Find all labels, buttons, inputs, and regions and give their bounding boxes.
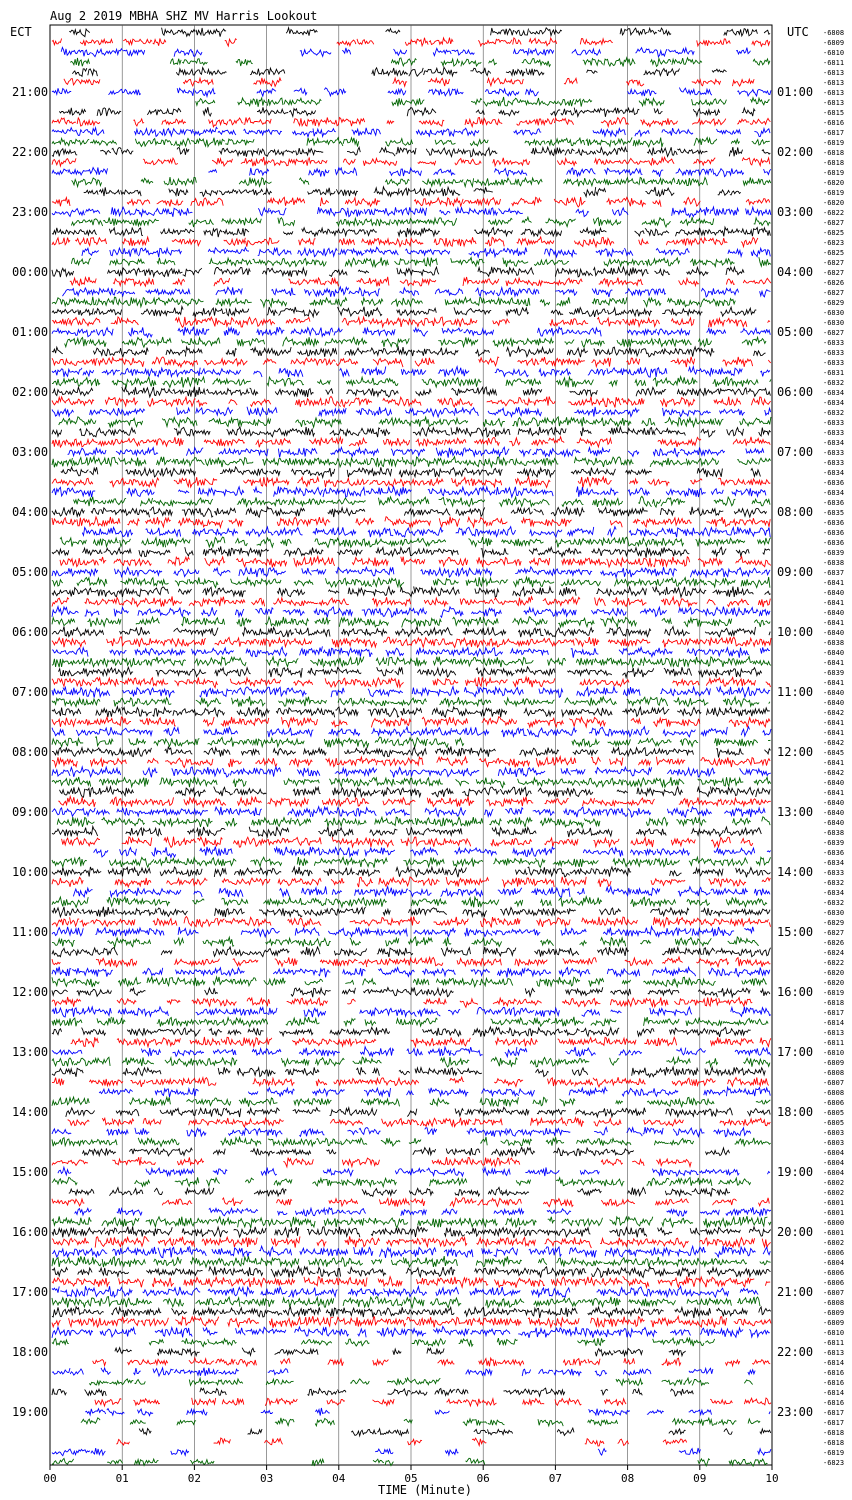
trace-mean-label: -6810 [823,1329,845,1337]
trace-line [52,1227,771,1238]
trace-mean-label: -6833 [823,449,845,457]
x-tick-label: 04 [332,1472,346,1485]
utc-hour-label: 06:00 [777,385,814,399]
utc-hour-label: 20:00 [777,1225,814,1239]
trace-mean-label: -6808 [823,29,845,37]
trace-mean-label: -6820 [823,199,845,207]
ect-hour-label: 05:00 [12,565,49,579]
ect-hour-label: 14:00 [12,1105,49,1119]
trace-mean-label: -6801 [823,1199,845,1207]
trace-mean-label: -6827 [823,289,845,297]
utc-hour-label: 04:00 [777,265,814,279]
trace-mean-label: -6818 [823,999,845,1007]
trace-line [58,1167,770,1176]
trace-mean-label: -6836 [823,849,845,857]
trace-line [52,237,758,247]
trace-line [52,637,771,648]
utc-hour-label: 16:00 [777,985,814,999]
trace-line [52,777,771,788]
trace-mean-label: -6817 [823,1409,845,1417]
trace-mean-label: -6836 [823,539,845,547]
x-tick-label: 09 [693,1472,707,1485]
trace-mean-label: -6818 [823,1439,845,1447]
trace-mean-label: -6833 [823,339,845,347]
trace-mean-label: -6832 [823,409,845,417]
ect-hour-label: 00:00 [12,265,49,279]
trace-mean-label: -6813 [823,69,845,77]
trace-mean-label: -6838 [823,829,845,837]
utc-hour-label: 11:00 [777,685,814,699]
ect-hour-label: 12:00 [12,985,49,999]
trace-mean-label: -6804 [823,1149,845,1157]
utc-hour-label: 08:00 [777,505,814,519]
trace-line [52,1338,715,1346]
x-tick-label: 10 [765,1472,779,1485]
trace-line [52,1127,751,1137]
trace-mean-label: -6833 [823,459,845,467]
trace-mean-label: -6836 [823,479,845,487]
trace-line [52,977,767,987]
trace-mean-label: -6837 [823,569,845,577]
trace-mean-label: -6809 [823,39,845,47]
trace-mean-label: -6840 [823,819,845,827]
trace-mean-label: -6823 [823,1459,845,1467]
trace-mean-label: -6829 [823,919,845,927]
trace-mean-label: -6842 [823,739,845,747]
trace-mean-label: -6834 [823,889,845,897]
trace-mean-label: -6834 [823,439,845,447]
trace-line [52,1368,755,1376]
trace-mean-label: -6836 [823,499,845,507]
trace-mean-label: -6807 [823,1289,845,1297]
trace-mean-label: -6825 [823,249,845,257]
trace-line [62,837,753,848]
trace-mean-label: -6810 [823,1049,845,1057]
trace-mean-labels [823,29,844,1467]
trace-line [52,1077,769,1087]
trace-mean-label: -6818 [823,1429,845,1437]
trace-line [52,407,771,417]
trace-line [84,187,741,197]
trace-mean-label: -6831 [823,369,845,377]
trace-mean-label: -6819 [823,139,845,147]
trace-line [63,287,771,297]
utc-hour-label: 19:00 [777,1165,814,1179]
trace-mean-label: -6834 [823,859,845,867]
utc-hour-label: 05:00 [777,325,814,339]
ect-hour-label: 04:00 [12,505,49,519]
trace-line [95,1398,771,1406]
trace-mean-label: -6825 [823,229,845,237]
trace-mean-label: -6809 [823,1319,845,1327]
trace-mean-label: -6819 [823,189,845,197]
trace-mean-label: -6813 [823,1029,845,1037]
trace-mean-label: -6830 [823,319,845,327]
trace-line [52,1286,758,1297]
trace-mean-label: -6809 [823,1059,845,1067]
ect-hour-label: 23:00 [12,205,49,219]
trace-mean-label: -6827 [823,929,845,937]
trace-line [75,1207,771,1216]
trace-line [52,1297,760,1308]
trace-mean-label: -6832 [823,379,845,387]
trace-line [52,897,767,908]
trace-mean-label: -6810 [823,49,845,57]
chart-title: Aug 2 2019 MBHA SHZ MV Harris Lookout [50,9,318,23]
x-axis-label: TIME (Minute) [378,1483,472,1497]
trace-mean-label: -6834 [823,389,845,397]
trace-mean-label: -6819 [823,989,845,997]
trace-line [60,557,771,568]
trace-mean-label: -6806 [823,1249,845,1257]
trace-line [52,1216,771,1228]
trace-line [71,217,770,227]
trace-line [66,1107,770,1117]
utc-hour-labels [777,85,813,1419]
trace-mean-label: -6840 [823,689,845,697]
trace-line [69,28,770,37]
ect-hour-label: 16:00 [12,1225,49,1239]
trace-line [85,1408,770,1416]
trace-line [60,787,771,798]
trace-mean-label: -6833 [823,869,845,877]
trace-mean-label: -6814 [823,1359,845,1367]
trace-line [52,377,771,388]
trace-mean-label: -6840 [823,629,845,637]
trace-line [52,487,766,498]
trace-mean-label: -6827 [823,269,845,277]
trace-line [52,827,761,838]
ect-hour-label: 08:00 [12,745,49,759]
utc-hour-label: 14:00 [777,865,814,879]
trace-mean-label: -6813 [823,79,845,87]
trace-line [60,537,771,547]
trace-mean-label: -6835 [823,509,845,517]
trace-line [72,177,771,187]
trace-line [64,78,754,86]
x-tick-label: 07 [548,1472,563,1485]
trace-mean-label: -6833 [823,349,845,357]
trace-mean-label: -6802 [823,1179,845,1187]
ect-hour-label: 21:00 [12,85,49,99]
trace-mean-label: -6827 [823,329,845,337]
trace-mean-label: -6830 [823,309,845,317]
trace-line [52,807,765,818]
trace-mean-label: -6834 [823,399,845,407]
trace-mean-label: -6834 [823,469,845,477]
trace-mean-label: -6800 [823,1219,845,1227]
utc-hour-label: 13:00 [777,805,814,819]
trace-mean-label: -6806 [823,1099,845,1107]
trace-line [52,1067,765,1077]
trace-mean-label: -6813 [823,89,845,97]
trace-line [52,1017,768,1027]
trace-mean-label: -6841 [823,789,845,797]
utc-hour-label: 01:00 [777,85,814,99]
trace-mean-label: -6820 [823,969,845,977]
trace-line [82,247,770,257]
trace-mean-label: -6820 [823,179,845,187]
trace-mean-label: -6841 [823,619,845,627]
trace-line [52,1316,771,1328]
ect-hour-label: 19:00 [12,1405,49,1419]
right-axis-label: UTC [787,25,809,39]
trace-mean-label: -6817 [823,1009,845,1017]
trace-line [52,267,744,277]
trace-line [74,496,771,507]
utc-hour-label: 02:00 [777,145,814,159]
trace-mean-label: -6820 [823,979,845,987]
trace-line [52,727,771,737]
trace-line [61,48,770,57]
trace-line [70,58,770,67]
trace-line [71,1037,771,1047]
trace-mean-label: -6808 [823,1299,845,1307]
trace-mean-label: -6823 [823,239,845,247]
trace-line [68,447,764,457]
utc-hour-label: 18:00 [777,1105,814,1119]
trace-mean-label: -6816 [823,1379,845,1387]
trace-mean-label: -6819 [823,1449,845,1457]
trace-mean-label: -6805 [823,1119,845,1127]
trace-mean-label: -6826 [823,279,845,287]
trace-mean-label: -6840 [823,799,845,807]
trace-line [52,207,771,217]
ect-hour-label: 22:00 [12,145,49,159]
utc-hour-label: 12:00 [777,745,814,759]
x-tick-label: 02 [187,1472,202,1485]
trace-mean-label: -6833 [823,419,845,427]
trace-mean-label: -6813 [823,1349,845,1357]
trace-mean-label: -6839 [823,549,845,557]
trace-line [52,1027,751,1037]
ect-hour-labels [12,85,48,1419]
ect-hour-label: 07:00 [12,685,49,699]
trace-mean-label: -6840 [823,589,845,597]
x-axis-ticks [43,1465,778,1485]
trace-mean-label: -6838 [823,639,845,647]
trace-line [94,847,771,858]
trace-line [52,937,759,947]
trace-mean-label: -6822 [823,959,845,967]
trace-mean-label: -6816 [823,1369,845,1377]
ect-hour-label: 15:00 [12,1165,49,1179]
ect-hour-label: 18:00 [12,1345,49,1359]
trace-line [52,1448,771,1456]
ect-hour-label: 09:00 [12,805,49,819]
utc-hour-label: 03:00 [777,205,814,219]
trace-mean-label: -6819 [823,169,845,177]
trace-mean-label: -6818 [823,159,845,167]
seismic-traces [52,28,771,1466]
trace-line [82,527,770,538]
trace-line [52,1157,691,1167]
trace-line [59,417,771,427]
trace-mean-label: -6804 [823,1169,845,1177]
trace-line [52,168,771,177]
trace-line [65,337,766,348]
trace-mean-label: -6841 [823,599,845,607]
trace-line [73,887,770,898]
x-tick-label: 06 [476,1472,490,1485]
trace-mean-label: -6826 [823,939,845,947]
trace-mean-label: -6814 [823,1389,845,1397]
trace-mean-label: -6804 [823,1259,845,1267]
trace-line [59,667,762,678]
trace-line [52,427,771,437]
trace-mean-label: -6816 [823,119,845,127]
trace-mean-label: -6841 [823,679,845,687]
trace-mean-label: -6813 [823,99,845,107]
trace-mean-label: -6834 [823,489,845,497]
utc-hour-label: 07:00 [777,445,814,459]
trace-line [72,67,726,76]
x-tick-label: 01 [115,1472,129,1485]
trace-mean-label: -6827 [823,219,845,227]
trace-mean-label: -6836 [823,529,845,537]
utc-hour-label: 21:00 [777,1285,814,1299]
utc-hour-label: 23:00 [777,1405,814,1419]
trace-line [89,1378,752,1386]
x-tick-label: 08 [620,1472,635,1485]
trace-mean-label: -6809 [823,1309,845,1317]
trace-mean-label: -6839 [823,839,845,847]
trace-line [81,1418,760,1426]
trace-mean-label: -6803 [823,1139,845,1147]
trace-mean-label: -6801 [823,1209,845,1217]
utc-hour-label: 10:00 [777,625,814,639]
trace-mean-label: -6806 [823,1269,845,1277]
trace-line [52,997,752,1007]
trace-mean-label: -6841 [823,719,845,727]
trace-line [52,657,771,668]
trace-line [52,1388,693,1396]
trace-mean-label: -6833 [823,359,845,367]
trace-line [58,797,771,807]
trace-line [52,1177,751,1186]
trace-mean-label: -6802 [823,1239,845,1247]
trace-line [52,927,754,937]
trace-line [52,347,766,357]
trace-mean-label: -6811 [823,59,845,67]
trace-line [52,88,771,97]
left-axis-label: ECT [10,25,32,39]
trace-mean-label: -6838 [823,559,845,567]
trace-mean-label: -6829 [823,299,845,307]
trace-mean-label: -6845 [823,749,845,757]
trace-line [115,1348,686,1357]
utc-hour-label: 22:00 [777,1345,814,1359]
trace-mean-label: -6815 [823,109,845,117]
trace-mean-label: -6832 [823,879,845,887]
trace-line [69,1187,730,1196]
x-tick-label: 00 [43,1472,57,1485]
trace-mean-label: -6807 [823,1079,845,1087]
trace-mean-label: -6817 [823,1419,845,1427]
trace-mean-label: -6841 [823,729,845,737]
trace-line [52,507,767,518]
trace-mean-label: -6817 [823,129,845,137]
trace-mean-label: -6827 [823,259,845,267]
utc-hour-label: 17:00 [777,1045,814,1059]
ect-hour-label: 03:00 [12,445,49,459]
trace-line [139,1428,771,1436]
trace-mean-label: -6816 [823,1399,845,1407]
trace-mean-label: -6808 [823,1069,845,1077]
trace-line [196,97,770,107]
trace-line [59,107,755,117]
trace-mean-label: -6842 [823,769,845,777]
trace-mean-label: -6806 [823,1279,845,1287]
trace-line [52,1007,771,1017]
trace-mean-label: -6830 [823,909,845,917]
trace-mean-label: -6818 [823,149,845,157]
trace-mean-label: -6839 [823,669,845,677]
trace-line [61,467,761,478]
trace-line [116,1438,686,1446]
trace-mean-label: -6811 [823,1339,845,1347]
trace-mean-label: -6824 [823,949,845,957]
ect-hour-label: 02:00 [12,385,49,399]
ect-hour-label: 11:00 [12,925,49,939]
trace-line [52,1307,771,1318]
trace-mean-label: -6840 [823,809,845,817]
trace-mean-label: -6840 [823,699,845,707]
trace-mean-label: -6811 [823,1039,845,1047]
trace-mean-label: -6840 [823,649,845,657]
trace-mean-label: -6803 [823,1129,845,1137]
ect-hour-label: 13:00 [12,1045,49,1059]
trace-line [82,1147,729,1156]
trace-line [57,817,770,828]
trace-line [52,307,756,317]
x-tick-label: 05 [404,1472,418,1485]
trace-mean-label: -6822 [823,209,845,217]
trace-mean-label: -6841 [823,659,845,667]
trace-mean-label: -6842 [823,709,845,717]
ect-hour-label: 01:00 [12,325,49,339]
trace-line [52,767,771,778]
trace-mean-label: -6801 [823,1229,845,1237]
trace-line [68,1118,771,1127]
trace-mean-label: -6833 [823,429,845,437]
trace-mean-label: -6841 [823,579,845,587]
trace-mean-label: -6832 [823,899,845,907]
trace-line [52,357,771,367]
x-tick-label: 03 [259,1472,274,1485]
trace-mean-label: -6808 [823,1089,845,1097]
ect-hour-label: 10:00 [12,865,49,879]
utc-hour-label: 09:00 [777,565,814,579]
ect-hour-label: 06:00 [12,625,49,639]
ect-hour-label: 17:00 [12,1285,49,1299]
trace-mean-label: -6805 [823,1109,845,1117]
utc-hour-label: 15:00 [777,925,814,939]
trace-mean-label: -6840 [823,779,845,787]
trace-mean-label: -6804 [823,1159,845,1167]
trace-mean-label: -6840 [823,609,845,617]
trace-mean-label: -6814 [823,1019,845,1027]
trace-mean-label: -6841 [823,759,845,767]
trace-line [70,277,771,287]
trace-line [71,257,771,267]
trace-mean-label: -6802 [823,1189,845,1197]
trace-mean-label: -6836 [823,519,845,527]
trace-line [99,1087,770,1097]
trace-line [52,297,735,307]
